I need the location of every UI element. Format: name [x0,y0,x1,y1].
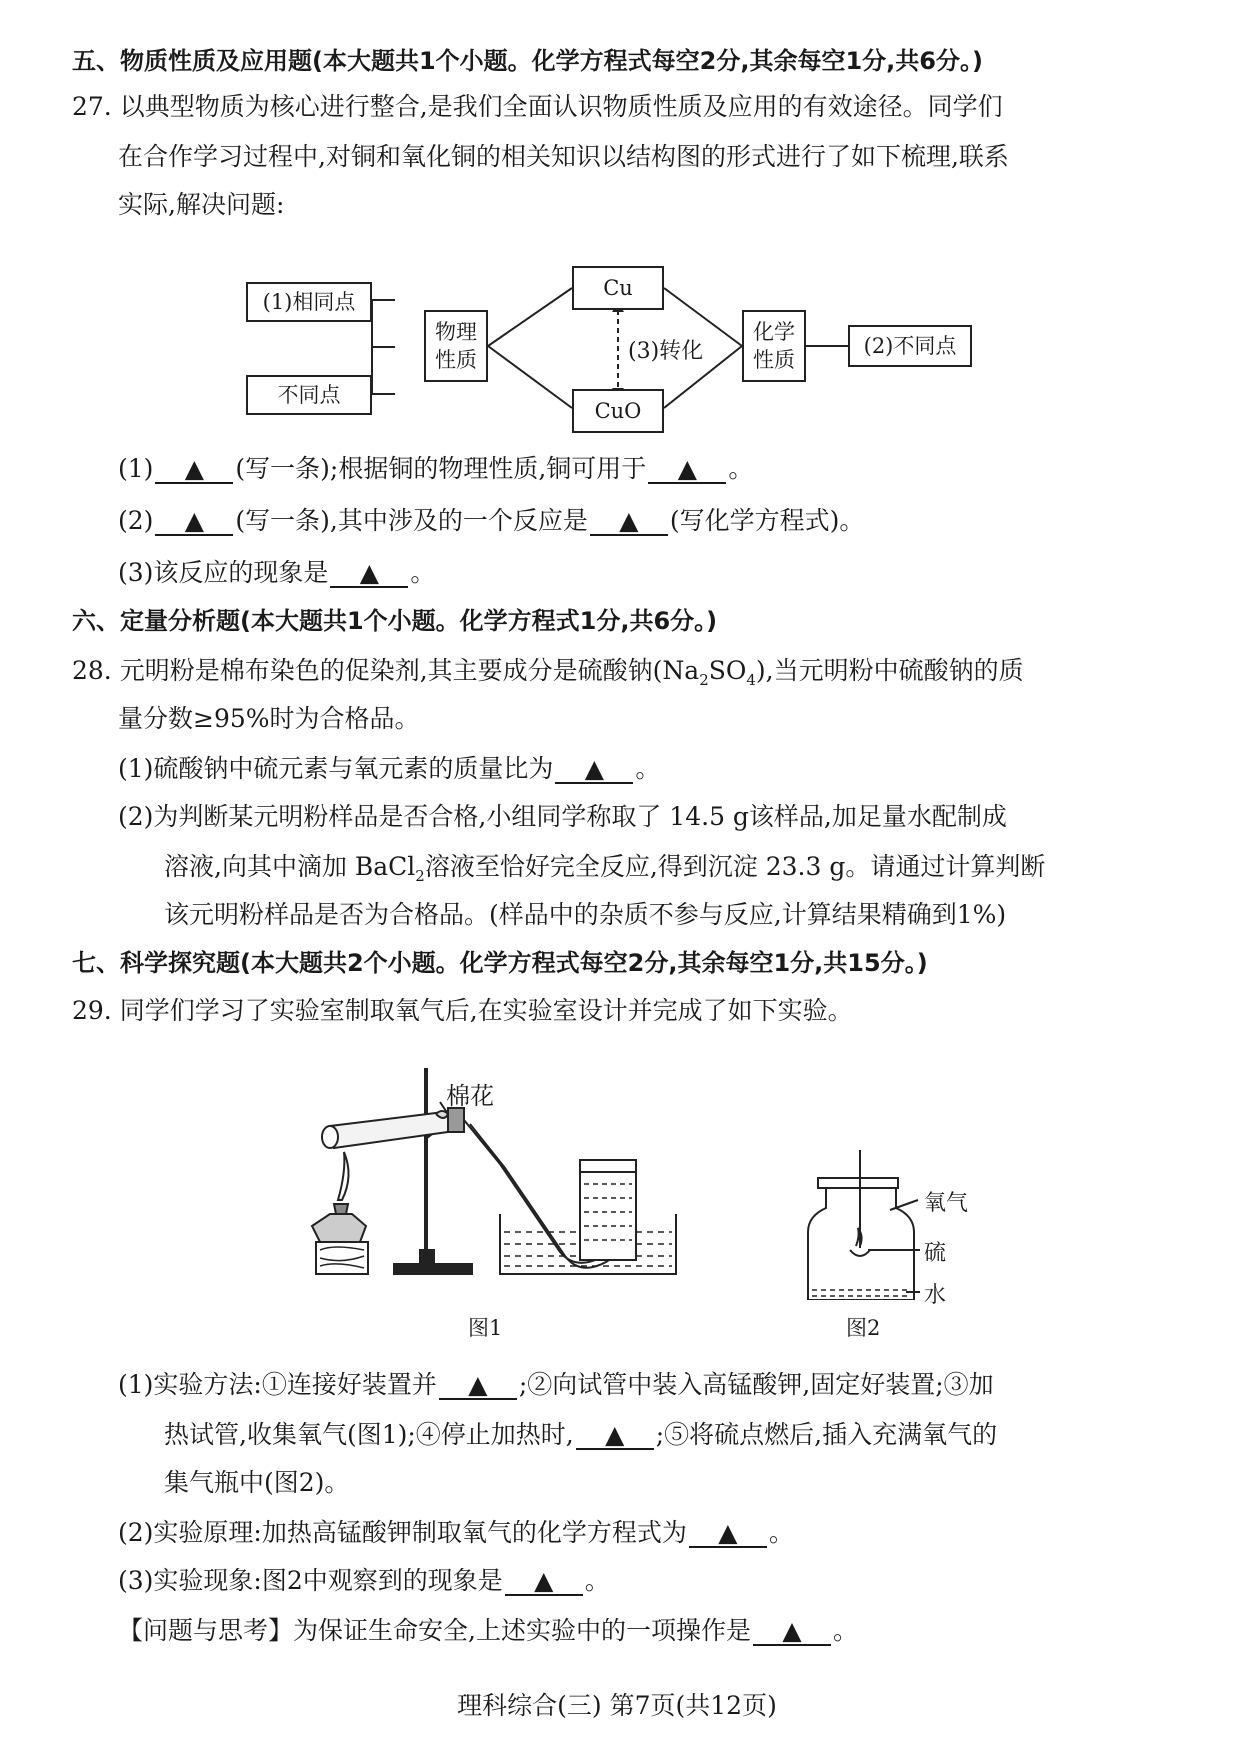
physical-properties-label: 物理性质 [435,320,477,372]
q27-p2-prefix: (2) [118,506,154,535]
q29-p2-end: 。 [768,1518,794,1547]
q27-p2-end: (写化学方程式)。 [669,506,865,535]
q28-p2-line-2-a: 溶液,向其中滴加 BaCl [164,852,416,881]
q28-sub-4: 4 [746,671,756,689]
sulfur-label: 硫 [924,1241,947,1266]
different-points-left-label: 不同点 [277,383,341,407]
answer-blank-29-4[interactable]: ▲ [753,1618,831,1646]
q28-p2-line-2-b: 溶液至恰好完全反应,得到沉淀 23.3 g。请通过计算判断 [424,852,1046,881]
q29-part-3 [118,1564,610,1598]
answer-blank-28-1[interactable]: ▲ [555,756,633,784]
answer-blank-29-3[interactable]: ▲ [505,1568,583,1596]
q28-sub-2: 2 [699,671,709,689]
q29-p1-d: ;⑤将硫点燃后,插入充满氧气的 [655,1420,998,1449]
q27-p1-text: (写一条);根据铜的物理性质,铜可用于 [235,454,647,483]
q29-part-1-line-2 [164,1418,997,1452]
answer-blank-27-1b[interactable]: ▲ [648,456,726,484]
q27-line-3: 实际,解决问题: [118,190,285,219]
q28-so: SO [708,656,747,685]
answer-blank-27-3[interactable]: ▲ [330,560,408,588]
q29-p1-b: ;②向试管中装入高锰酸钾,固定好装置;③加 [518,1370,994,1399]
cotton-label: 棉花 [446,1082,494,1110]
q29-p1-a: (1)实验方法:①连接好装置并 [118,1370,437,1399]
q27-p3-end: 。 [410,558,436,587]
q29-p3-text: (3)实验现象:图2中观察到的现象是 [118,1566,503,1595]
q28-part-2-line-3: 该元明粉样品是否为合格品。(样品中的杂质不参与反应,计算结果精确到1%) [164,900,1007,929]
figure-1-caption: 图1 [468,1316,503,1340]
cu-label: Cu [603,276,633,300]
answer-blank-27-2b[interactable]: ▲ [590,508,668,536]
q28-part-2-line-1: (2)为判断某元明粉样品是否合格,小组同学称取了 14.5 g该样品,加足量水配制成 [118,802,1007,831]
different-points-right-label: (2)不同点 [863,334,957,358]
q29-part-1-line-3: 集气瓶中(图2)。 [164,1468,350,1497]
q29-part-2 [118,1516,794,1550]
q29-p4-end: 。 [832,1616,858,1645]
q28-line-1-a: 28. 元明粉是棉布染色的促染剂,其主要成分是硫酸钠(Na [72,656,700,685]
figure-2-caption: 图2 [846,1316,881,1340]
answer-blank-29-1a[interactable]: ▲ [439,1372,517,1400]
answer-blank-29-2[interactable]: ▲ [689,1520,767,1548]
answer-blank-27-1a[interactable]: ▲ [155,456,233,484]
same-points-label: (1)相同点 [262,290,356,314]
q29-p1-c: 热试管,收集氧气(图1);④停止加热时, [164,1420,574,1449]
q29-p3-end: 。 [584,1566,610,1595]
q28-line-1-b: ),当元明粉中硫酸钠的质 [755,656,1024,685]
q27-line-1: 27. 以典型物质为核心进行整合,是我们全面认识物质性质及应用的有效途径。同学们 [72,92,1003,121]
section-5-title: 五、物质性质及应用题(本大题共1个小题。化学方程式每空2分,其余每空1分,共6分。) [72,47,983,75]
q29-p2-text: (2)实验原理:加热高锰酸钾制取氧气的化学方程式为 [118,1518,687,1547]
section-7-title: 七、科学探究题(本大题共2个小题。化学方程式每空2分,其余每空1分,共15分。) [72,949,928,977]
answer-blank-29-1b[interactable]: ▲ [576,1422,654,1450]
q27-p2-text: (写一条),其中涉及的一个反应是 [235,506,588,535]
q27-line-2: 在合作学习过程中,对铜和氧化铜的相关知识以结构图的形式进行了如下梳理,联系 [118,142,1009,171]
q28-line-2: 量分数≥95%时为合格品。 [118,704,420,733]
q28-p1-end: 。 [635,754,661,783]
section-6-title: 六、定量分析题(本大题共1个小题。化学方程式1分,共6分。) [72,607,718,635]
transform-label: (3)转化 [628,339,704,364]
water-label: 水 [924,1283,947,1308]
q27-p1-prefix: (1) [118,454,154,483]
q29-p4-text: 【问题与思考】为保证生命安全,上述实验中的一项操作是 [118,1616,751,1645]
q27-p1-end: 。 [728,454,754,483]
chemical-properties-label: 化学性质 [753,320,795,372]
q29-part-1-line-1 [118,1368,994,1402]
q27-p3-text: (3)该反应的现象是 [118,558,329,587]
q28-p2-sub: 2 [415,867,425,885]
cuo-label: CuO [594,399,642,423]
oxygen-label: 氧气 [924,1191,969,1216]
q29-question-and-thinking [118,1614,858,1648]
q28-p1-text: (1)硫酸钠中硫元素与氧元素的质量比为 [118,754,554,783]
q29-line-1: 29. 同学们学习了实验室制取氧气后,在实验室设计并完成了如下实验。 [72,996,853,1025]
answer-blank-27-2a[interactable]: ▲ [155,508,233,536]
page-footer: 理科综合(三) 第7页(共12页) [457,1691,777,1720]
